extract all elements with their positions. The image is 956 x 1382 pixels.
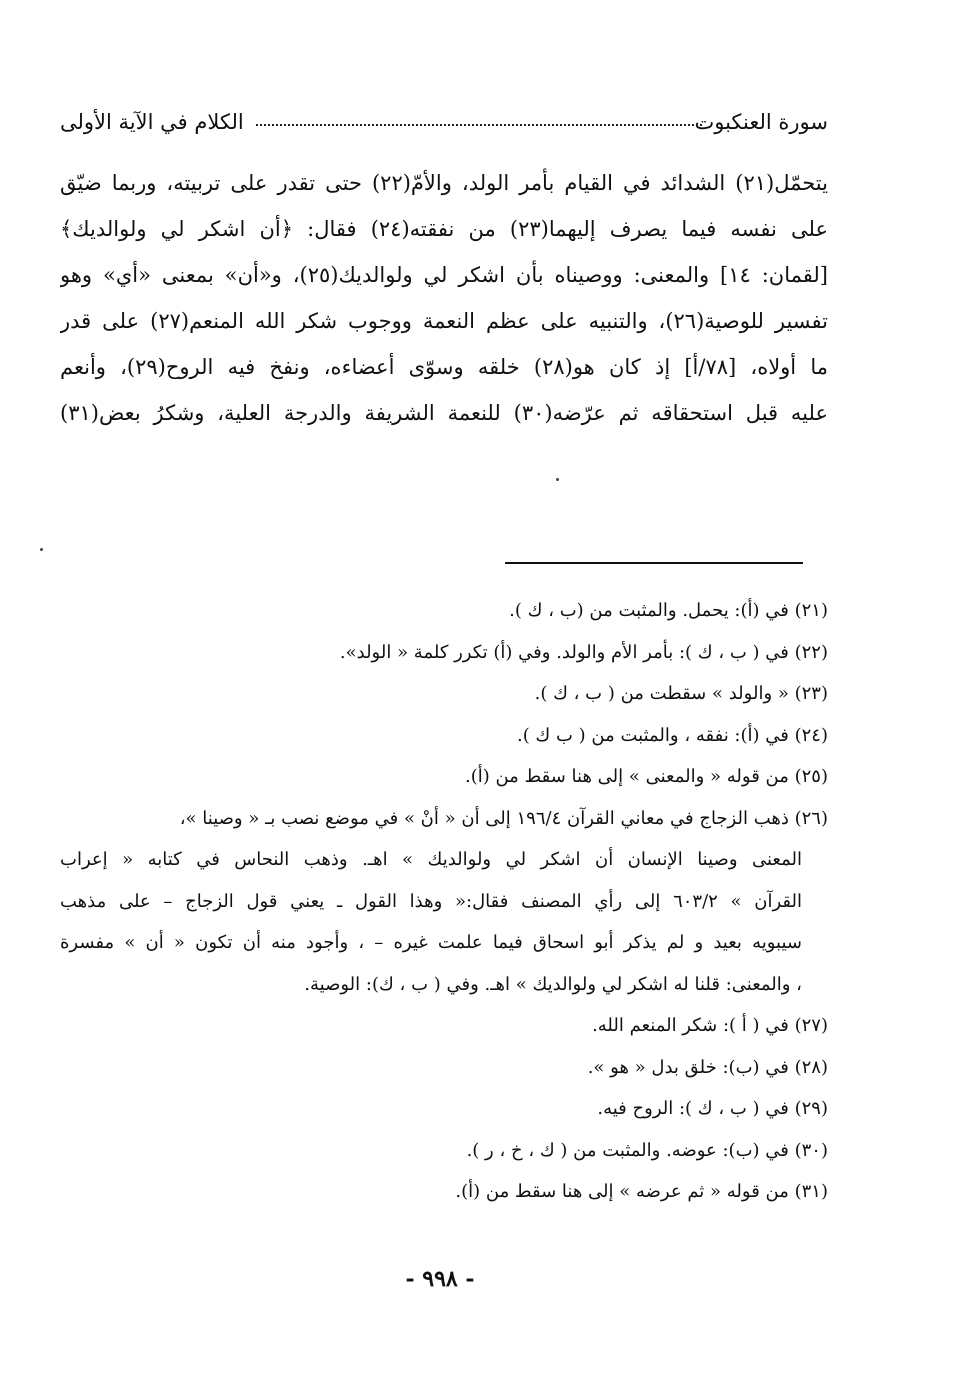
footnote-21: (٢١) في (أ): يحمل. والمثبت من (ب ، ك ). xyxy=(509,600,828,621)
footnote-26: (٢٦) ذهب الزجاج في معاني القرآن ١٩٦/٤ إلى أن « أنْ » في موضع نصب بـ « وصينا »، xyxy=(179,807,828,829)
main-text-line: [لقمان: ١٤] والمعنى: ووصيناه بأن اشكر لي ولوالديك(٢٥)، و«أن» بمعنى «أي» وهو xyxy=(60,263,828,287)
footnote-29: (٢٩) في ( ب ، ك ): الروح فيه. xyxy=(597,1098,828,1119)
footnote-23: (٢٣) « والولد » سقطت من ( ب ، ك ). xyxy=(534,683,828,704)
scan-speck xyxy=(556,478,559,481)
footnote-26-continuation: ، والمعنى: قلنا له اشكر لي ولوالديك » اهـ. وفي ( ب ، ك): الوصية. xyxy=(304,973,802,995)
header-section-title: الكلام في الآية الأولى xyxy=(60,110,244,134)
footnote-27: (٢٧) في ( أ ): شكر المنعم الله. xyxy=(592,1015,828,1036)
main-text-line: يتحمّل(٢١) الشدائد في القيام بأمر الولد، والأمّ(٢٢) حتى تقدر على تربيته، وربما ضيّق xyxy=(60,171,828,195)
scan-speck xyxy=(40,548,43,551)
footnote-24: (٢٤) في (أ): نفقه ، والمثبت من ( ب ك ). xyxy=(516,724,828,746)
main-text-line: ما أولاه، [٧٨/أ] إذ كان هو(٢٨) خلقه وسوّى أعضاءه، ونفخ فيه الروح(٢٩)، وأنعم xyxy=(60,355,828,379)
footnote-30: (٣٠) في (ب): عوضه. والمثبت من ( ك ، خ ، ر ). xyxy=(466,1139,828,1161)
footnote-28: (٢٨) في (ب): خلق بدل « هو ». xyxy=(587,1056,828,1078)
main-text-line: تفسير للوصية(٢٦)، والتنبيه على عظم النعمة ووجوب شكر الله المنعم(٢٧) على قدر xyxy=(60,309,828,333)
main-text-line: عليه قبل استحقاقه ثم عرّضه(٣٠) للنعمة الشريفة والدرجة العلية، وشكرُ بعض(٣١) xyxy=(60,401,828,425)
footnote-26-continuation: المعنى وصينا الإنسان أن اشكر لي ولوالديك » اهـ. وذهب النحاس في كتابه « إعراب xyxy=(60,849,802,870)
main-text xyxy=(60,160,828,436)
footnote-26-continuation: سيبويه بعيد و لم يذكر أبو اسحاق فيما علمت غيره – ، وأجود منه أن تكون « أن » مفسرة xyxy=(60,932,802,953)
footnote-26-continuation: القرآن » ٦٠٣/٢ إلى رأي المصنف فقال:« وهذا القول ـ يعني قول الزجاج – على مذهب xyxy=(60,890,802,912)
footnotes xyxy=(60,590,828,1213)
header-surah-title: سورة العنكبوت xyxy=(694,110,828,134)
page-number: - ٩٩٨ - xyxy=(405,1266,475,1292)
footnote-31: (٣١) من قوله « ثم عرضه » إلى هنا سقط من (أ). xyxy=(455,1181,828,1202)
main-text-line: على نفسه فيما يصرف إليهما(٢٣) من نفقته(٢٤) فقال: ﴿أن اشكر لي ولوالديك﴾ xyxy=(60,217,828,241)
running-header xyxy=(60,102,828,142)
footnote-separator xyxy=(505,562,803,564)
header-dot-leader xyxy=(256,124,702,126)
footnote-25: (٢٥) من قوله « والمعنى » إلى هنا سقط من (أ). xyxy=(464,766,828,787)
footnote-22: (٢٢) في ( ب ، ك ): بأمر الأم والولد. وفي (أ) تكرر كلمة « الولد». xyxy=(339,641,828,663)
